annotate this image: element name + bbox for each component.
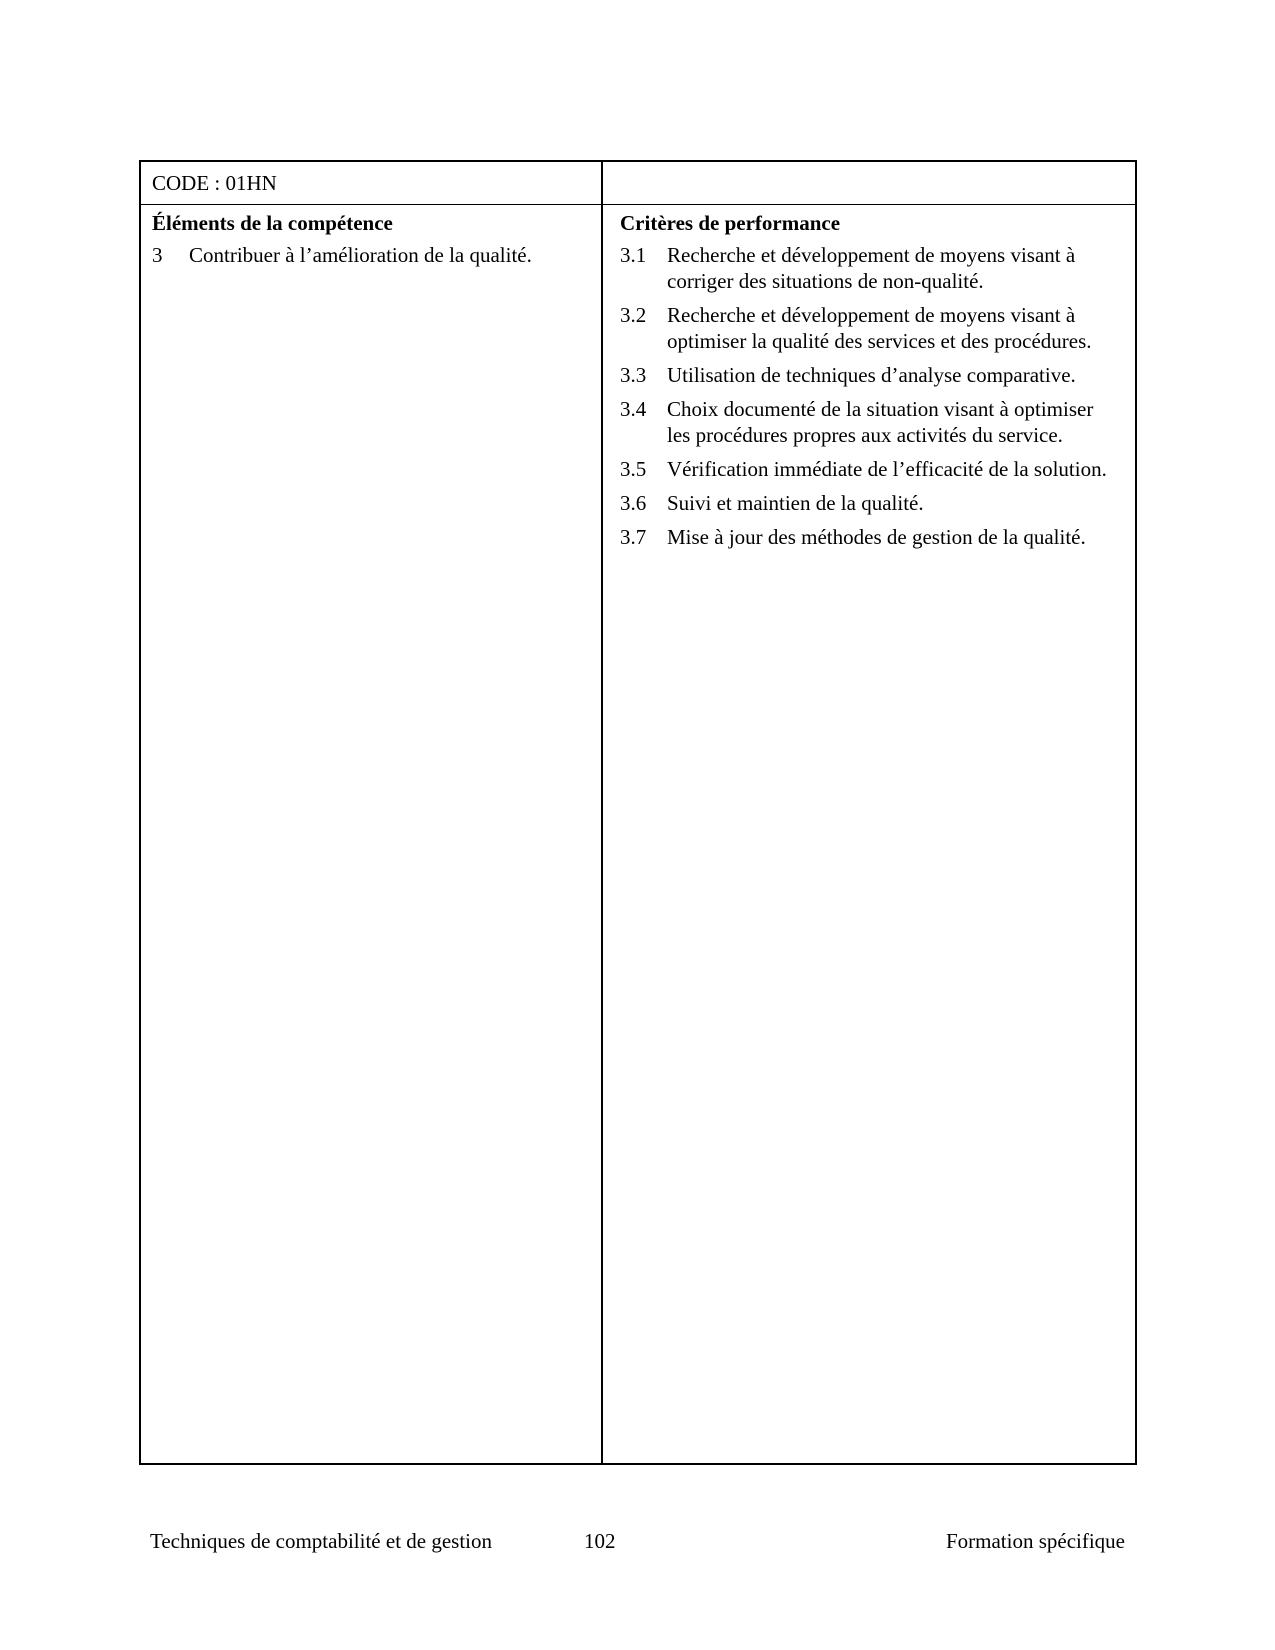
criterion-text: Suivi et maintien de la qualité.: [667, 491, 924, 515]
criterion-item: [620, 490, 1120, 516]
criterion-text: Recherche et développement de moyens visant à corriger des situations de non-qualité.: [667, 243, 1076, 293]
criterion-number: 3.2: [620, 303, 647, 327]
criterion-number: 3.1: [620, 243, 647, 267]
criterion-text: Utilisation de techniques d’analyse comparative.: [667, 363, 1076, 387]
criterion-number: 3.3: [620, 363, 647, 387]
element-number: 3: [152, 243, 163, 267]
footer-program-title: Techniques de comptabilité et de gestion: [150, 1529, 493, 1553]
criterion-item: [620, 456, 1120, 482]
criterion-number: 3.6: [620, 491, 647, 515]
competency-table: [139, 160, 1137, 1465]
column-divider: [601, 162, 603, 1463]
criterion-number: 3.4: [620, 397, 647, 421]
header-row-divider: [141, 204, 1135, 205]
code-label: CODE : 01HN: [152, 171, 277, 195]
criterion-number: 3.5: [620, 457, 647, 481]
criterion-text: Vérification immédiate de l’efficacité de la solution.: [667, 457, 1107, 481]
criterion-item: [620, 242, 1120, 294]
criterion-number: 3.7: [620, 525, 647, 549]
elements-column: [152, 210, 592, 276]
element-item: [152, 242, 592, 268]
criterion-item: [620, 524, 1120, 550]
page-footer: [150, 1528, 1125, 1558]
criterion-text: Choix documenté de la situation visant à optimiser les procédures propres aux activités du service.: [667, 397, 1094, 447]
elements-heading: Éléments de la compétence: [152, 211, 393, 235]
footer-section-title: Formation spécifique: [945, 1529, 1125, 1553]
criterion-item: [620, 302, 1120, 354]
criteria-column: [620, 210, 1120, 558]
footer-page-number: 102: [584, 1529, 616, 1553]
criterion-text: Recherche et développement de moyens visant à optimiser la qualité des services et des procédures.: [667, 303, 1092, 353]
criterion-text: Mise à jour des méthodes de gestion de la qualité.: [667, 525, 1086, 549]
element-text: Contribuer à l’amélioration de la qualité.: [189, 243, 532, 267]
criterion-item: [620, 396, 1120, 448]
criterion-item: [620, 362, 1120, 388]
criteria-heading: Critères de performance: [620, 211, 841, 235]
